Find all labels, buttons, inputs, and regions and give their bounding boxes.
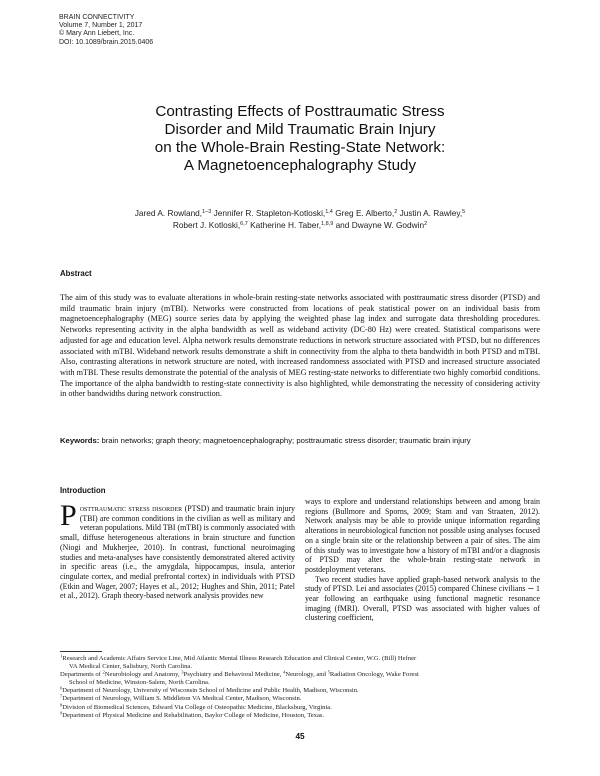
footnote-text: Neurobiology and Anatomy,	[104, 671, 182, 679]
footnote-divider	[60, 651, 102, 652]
footnote-marker: 7	[60, 693, 63, 699]
author-name: Justin A. Rawley,	[399, 208, 463, 218]
footnote-text: Department of Physical Medicine and Rehabilitation, Baylor College of Medicine, Houston, Texas.	[62, 711, 325, 719]
footnote-marker: 5	[327, 669, 330, 675]
intro-paragraph: ways to explore and understand relationships between and among brain regions (Bullmore and Sporns, 2009; Stam and van Straaten, 2012). Network analysis may be able to provide unique information regarding alterations in neurobiological function not possible using analyses focused on a single brain site or the relationship between a pair of sites. The aim of this study was to investigate how a history of mTBI and/or a diagnosis of PTSD may alter the whole-brain resting-state network in postdeployment veterans.	[305, 497, 540, 574]
footnote-text: Research and Academic Affairs Service Line, Mid Atlantic Mental Illness Research Education and Clinical Center, W.G. (Bill) Hefner	[62, 655, 417, 662]
footnote-text: Departments of	[60, 671, 103, 679]
footnote-text: Psychiatry and Behavioral Medicine,	[183, 671, 284, 679]
keywords	[60, 436, 540, 447]
author-affiliation: 2	[394, 209, 398, 215]
intro-left-column	[60, 499, 295, 601]
page-number: 45	[295, 732, 305, 741]
title-line: on the Whole-Brain Resting-State Network:	[154, 139, 446, 156]
author-name: Robert J. Kotloski,	[172, 219, 241, 230]
author-name: Greg E. Alberto,	[335, 208, 395, 218]
author-affiliation: 6,7	[240, 220, 248, 227]
author-affiliation: 2	[424, 220, 428, 227]
footnote-marker: 1	[60, 653, 63, 659]
author-name: Jared A. Rowland,	[134, 208, 203, 218]
abstract-text: The aim of this study was to evaluate alterations in whole-brain resting-state networks associated with posttraumatic stress disorder (PTSD) and mild traumatic brain injury (mTBI). Networks were constructed from locations of peak statistical power on an individual basis from magnetoencephalography (MEG) source series data by applying the weighted phase lag index and surrogate data thresholding procedures. Networks representing activity in the alpha bandwidth as well as wideband activity (DC-80 Hz) were created. Statistical comparisons were adjusted for age and education level. Alpha network results demonstrate reductions in network structure associated with PTSD, but no differences associated with mTBI. Wideband network results demonstrate a shift in connectivity from the alpha to theta bandwidth in both PTSD and mTBI. Also, contrasting alterations in network structure are noted, with increased randomness associated with PTSD and increased structure associated with mTBI. These results demonstrate the potential of the analysis of MEG resting-state networks to differentiate two highly comorbid conditions. The importance of the alpha bandwidth to resting-state connectivity is also highlighted, while demonstrating the necessity of considering activity in other bandwidths during network construction.	[60, 293, 540, 399]
author-list	[60, 208, 540, 231]
journal-volume: Volume 7, Number 1, 2017	[59, 22, 143, 30]
footnote	[60, 671, 540, 679]
author-name: and Dwayne W. Godwin	[335, 219, 425, 230]
footnote-marker: 6	[60, 685, 63, 691]
author-name: Katherine H. Taber,	[250, 219, 322, 230]
journal-header	[59, 14, 153, 47]
footnote-marker: 3	[181, 669, 184, 675]
author-affiliation: 1–3	[202, 209, 212, 215]
article-title	[60, 103, 540, 175]
footnote-text: Radiation Oncology, Wake Forest	[329, 671, 419, 679]
footnote	[60, 712, 540, 720]
author-affiliation: 1,4	[325, 209, 333, 215]
footnote	[60, 695, 540, 703]
intro-lead: osttraumatic stress disorder	[79, 504, 183, 513]
footnote-marker: 9	[60, 710, 63, 716]
title-line: Disorder and Mild Traumatic Brain Injury	[164, 121, 436, 138]
journal-copyright: © Mary Ann Liebert, Inc.	[59, 30, 135, 38]
author-name: Jennifer R. Stapleton-Kotloski,	[213, 208, 326, 218]
drop-cap: P	[60, 499, 77, 532]
footnote	[60, 704, 540, 712]
author-line	[60, 208, 540, 220]
title-line: A Magnetoencephalography Study	[183, 157, 417, 174]
footnote-continuation: School of Medicine, Winston-Salem, North Carolina.	[69, 679, 210, 687]
journal-doi: DOI: 10.1089/brain.2015.0406	[59, 38, 154, 46]
footnote-marker: 2	[102, 669, 105, 675]
footnote-marker: 4	[283, 669, 286, 675]
footnote	[60, 655, 540, 663]
abstract-heading: Abstract	[60, 269, 92, 278]
intro-paragraph	[60, 499, 295, 601]
footnote-text: Department of Neurology, William S. Middleton VA Medical Center, Madison, Wisconsin.	[62, 695, 302, 703]
footnote-text: Department of Neurology, University of Wisconsin School of Medicine and Public Health, Madison, Wisconsin.	[62, 687, 359, 695]
footnote-text: Division of Biomedical Sciences, Edward Via College of Osteopathic Medicine, Blacksburg, Virginia.	[62, 703, 332, 711]
intro-paragraph: Two recent studies have applied graph-based network analysis to the study of PTSD. Lei and associates (2015) compared Chinese civilians ∼ 1 year following an earthquake using functional magnetic resonance imaging (fMRI). Overall, PTSD was associated with higher values of clustering coefficient,	[305, 574, 540, 623]
footnote-text: Neurology, and	[285, 671, 328, 679]
intro-left-text: (PTSD) and traumatic brain injury (TBI) are common conditions in the civilian as well as military and veteran populations. Mild TBI (mTBI) is commonly associated with small, diffuse heterogeneous alterations in brain structure and function (Niogi and Mukherjee, 2010). In contrast, functional neuroimaging studies and meta-analyses have consistently demonstrated altered activity in specific areas (i.e., the amygdala, hippocampus, insula, anterior cingulate cortex, and medial prefrontal cortex) in individuals with PTSD (Etkin and Wager, 2007; Hayes et al., 2012; Hughes and Shin, 2011; Patel et al., 2012). Graph theory-based network analysis provides new	[60, 504, 295, 601]
footnote-marker: 8	[60, 702, 63, 708]
author-line	[60, 220, 540, 232]
affiliation-footnotes	[60, 655, 540, 720]
keywords-label: Keywords:	[60, 436, 100, 445]
footnote-continuation: VA Medical Center, Salisbury, North Carolina.	[69, 663, 192, 671]
keywords-text: brain networks; graph theory; magnetoencephalography; posttraumatic stress disorder; traumatic brain injury	[101, 436, 471, 445]
title-line: Contrasting Effects of Posttraumatic Stress	[155, 103, 445, 120]
author-affiliation: 1,8,9	[321, 220, 334, 227]
introduction-heading: Introduction	[60, 486, 106, 495]
author-affiliation: 5	[462, 209, 466, 215]
journal-name: BRAIN CONNECTIVITY	[59, 14, 135, 21]
intro-right-column	[305, 497, 540, 623]
